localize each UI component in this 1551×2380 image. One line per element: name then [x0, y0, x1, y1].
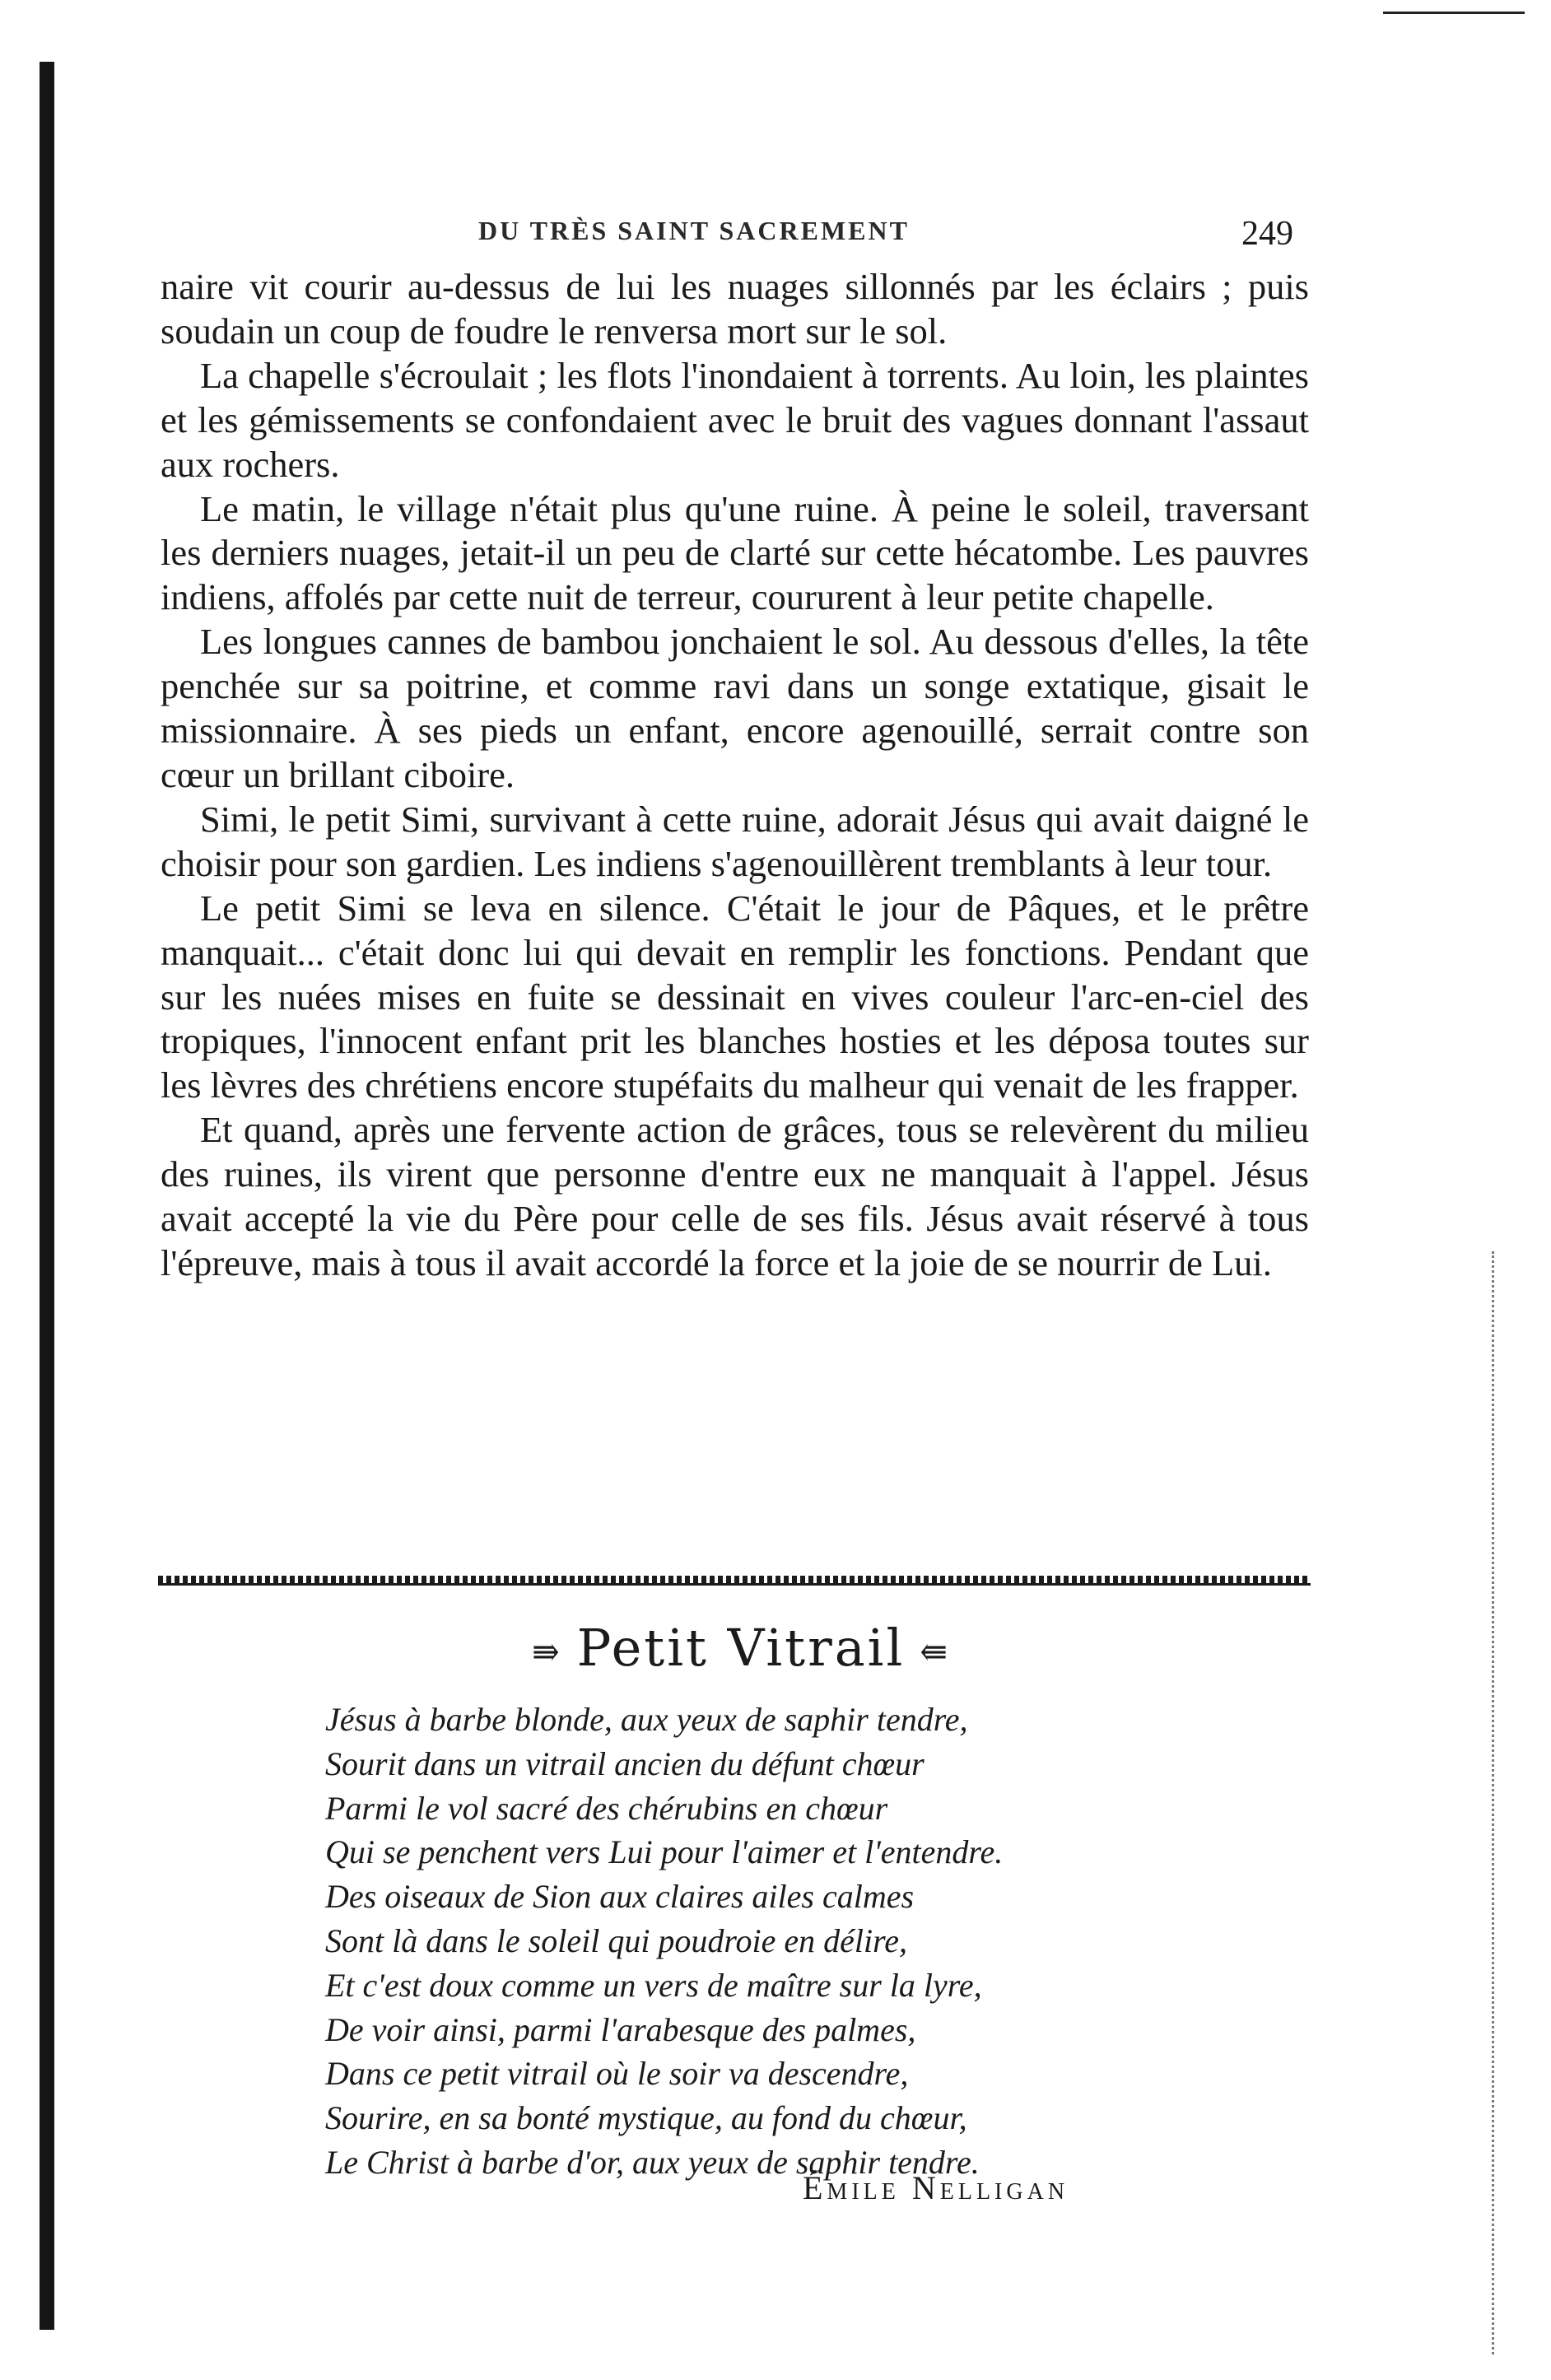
prose-body	[161, 265, 1309, 1286]
binding-shadow	[40, 62, 54, 2330]
top-edge-rule	[1383, 12, 1525, 14]
right-flourish-icon: ⇚	[920, 1632, 950, 1671]
verse-line: Des oiseaux de Sion aux claires ailes calmes	[325, 1878, 915, 1916]
paragraph: La chapelle s'écroulait ; les flots l'inondaient à torrents. Au loin, les plaintes et les gémissements se confondaient avec le bruit des vagues donnant l'assaut aux rochers.	[161, 354, 1309, 485]
verse-line: Sourire, en sa bonté mystique, au fond du chœur,	[325, 2099, 967, 2137]
running-title: DU TRÈS SAINT SACREMENT	[478, 216, 910, 245]
poem-title	[461, 1618, 1021, 1678]
verse-line: Sont là dans le soleil qui poudroie en délire,	[325, 1921, 907, 1959]
verse-line: Et c'est doux comme un vers de maître sur la lyre,	[325, 1966, 982, 2004]
poem-title-text: Petit Vitrail	[576, 1618, 906, 1678]
poem-author: Émile Nelligan	[803, 2169, 1069, 2206]
paragraph: naire vit courir au-dessus de lui les nuages sillonnés par les éclairs ; puis soudain un coup de foudre le renversa mort sur le sol.	[161, 266, 1309, 352]
ornamental-divider	[158, 1576, 1311, 1586]
verse-line: Sourit dans un vitrail ancien du défunt chœur	[325, 1744, 925, 1782]
verse-line: De voir ainsi, parmi l'arabesque des palmes,	[325, 2010, 916, 2048]
verse-line: Dans ce petit vitrail où le soir va descendre,	[325, 2055, 909, 2093]
paragraph: Le petit Simi se leva en silence. C'était le jour de Pâques, et le prêtre manquait... c'était donc lui qui devait en remplir les fonctions. Pendant que sur les nuées mises en fuite se dessinait en vives couleur l'arc-en-ciel des tropiques, l'innocent enfant prit les blanches hosties et les déposa toutes sur les lèvres des chrétiens encore stupéfaits du malheur qui venait de les frapper.	[161, 887, 1309, 1106]
paragraph: Les longues cannes de bambou jonchaient le sol. Au dessous d'elles, la tête penchée sur sa poitrine, et comme ravi dans un songe extatique, gisait le missionnaire. À ses pieds un enfant, encore agenouillé, serrait contre son cœur un brillant ciboire.	[161, 621, 1309, 795]
page-edge-specks	[1492, 1251, 1502, 2354]
poem-verses	[325, 1698, 1330, 2185]
paragraph: Et quand, après une fervente action de grâces, tous se relevèrent du milieu des ruines, ils virent que personne d'entre eux ne manquait à l'appel. Jésus avait accepté la vie du Père pour celle de ses fils. Jésus avait réservé à tous l'épreuve, mais à tous il avait accordé la force et la joie de se nourrir de Lui.	[161, 1109, 1309, 1283]
verse-line: Parmi le vol sacré des chérubins en chœur	[325, 1789, 888, 1827]
left-flourish-icon: ⇛	[532, 1632, 562, 1671]
paragraph: Simi, le petit Simi, survivant à cette ruine, adorait Jésus qui avait daigné le choisir pour son gardien. Les indiens s'agenouillèrent tremblants à leur tour.	[161, 798, 1309, 884]
verse-line: Le Christ à barbe d'or, aux yeux de saphir tendre.	[325, 2143, 980, 2181]
verse-line: Qui se penchent vers Lui pour l'aimer et l'entendre.	[325, 1833, 1004, 1871]
verse-line: Jésus à barbe blonde, aux yeux de saphir tendre,	[325, 1701, 968, 1738]
paragraph: Le matin, le village n'était plus qu'une ruine. À peine le soleil, traversant les derniers nuages, jetait-il un peu de clarté sur cette hécatombe. Les pauvres indiens, affolés par cette nuit de terreur, coururent à leur petite chapelle.	[161, 487, 1309, 618]
page-number: 249	[1241, 215, 1293, 253]
running-header	[161, 216, 1313, 257]
